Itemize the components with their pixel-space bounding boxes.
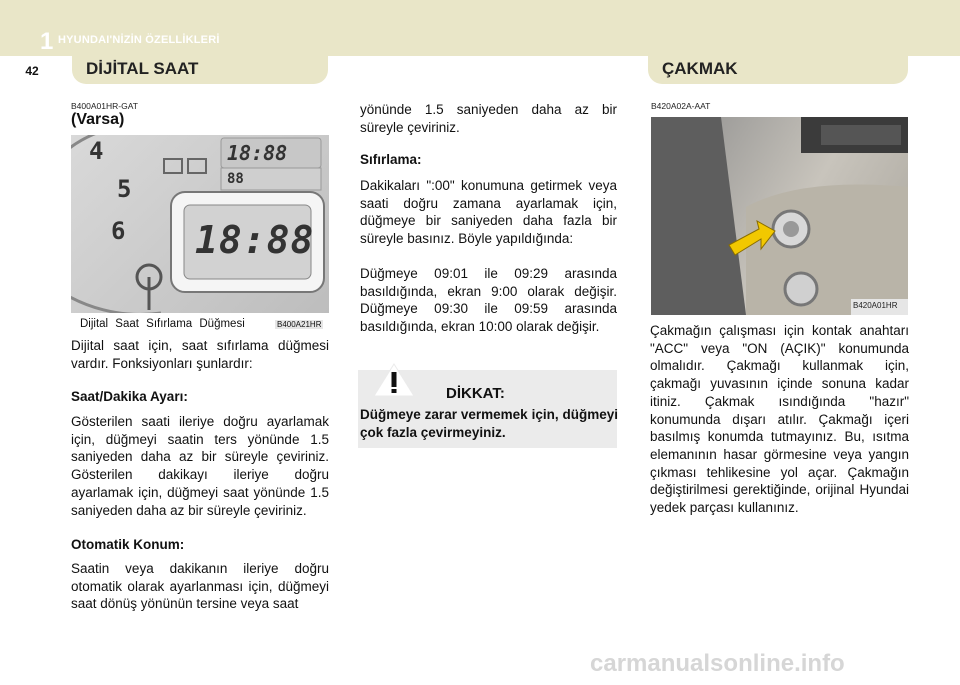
heading-time-adjust: Saat/Dakika Ayarı: <box>71 389 188 404</box>
lighter-text: Çakmağın çalışması için kontak anahtarı "ACC" veya "ON (AÇIK)" konumunda olmalıdır. Çakmağı kullanmak için, çakmağı yuvasının içinde sonuna kadar itiniz. Çakmak ısındığında "hazır" konumunda dışarı atılır. Çakmağı içeri basılmış konumda tutmayınız. Bu, ısıtma elemanının hasar görmesine veya yangın çıkması tehlikesine yol açar. Çakmağın değiştirilmesi gerektiğinde, orijinal Hyundai yedek parçası kullanınız. <box>650 323 909 516</box>
section-tab-digital-clock <box>72 56 328 84</box>
section-title-left: DİJİTAL SAAT <box>86 59 199 78</box>
auto-position-continued: yönünde 1.5 saniyeden daha az bir süreyle çeviriniz. <box>360 102 617 135</box>
lighter-photo <box>651 117 908 315</box>
section-title-right: ÇAKMAK <box>662 59 738 78</box>
right-section-code: B420A02A-AAT <box>651 101 711 111</box>
chapter-number: 1 <box>40 28 54 55</box>
chapter-title: HYUNDAI'NİZİN ÖZELLİKLERİ <box>58 34 220 46</box>
heading-auto-position: Otomatik Konum: <box>71 537 185 552</box>
header-band <box>0 0 960 56</box>
time-adjust-text: Gösterilen saati ileriye doğru ayarlamak için, düğmeyi saatin ters yönünde 1.5 saniyeden daha az bir süreyle çeviriniz. Gösterilen dakikayı ileriye doğru ayarlamak için, düğmeyi saat yönünde 1.5 saniyeden daha az bir süreyle çeviriniz. <box>71 414 329 518</box>
auto-position-text: Saatin veya dakikanın ileriye doğru otomatik olarak ayarlanması için, düğmeyi saat dönüş yönünün tersine veya saat <box>71 561 329 612</box>
clock-intro: Dijital saat için, saat sıfırlama düğmesi vardır. Fonksiyonları şunlardır: <box>71 338 329 371</box>
page-number: 42 <box>0 56 64 84</box>
lighter-photo-code: B420A01HR <box>853 301 898 310</box>
left-subtitle: (Varsa) <box>71 111 125 128</box>
reset-behaviour-text: Düğmeye 09:01 ile 09:29 arasında basıldığında, ekran 9:00 olarak değişir. Düğmeye 09:30 ile 09:59 arasında basıldığında, ekran 10:00 olarak değişir. <box>360 266 617 335</box>
lighter-illustration <box>651 117 908 315</box>
warning-text: Düğmeye zarar vermemek için, düğmeyi çok fazla çevirmeyiniz. <box>360 407 618 440</box>
warning-icon <box>372 362 416 398</box>
left-section-code: B400A01HR-GAT <box>71 101 138 111</box>
small-indicator: 88 <box>227 171 244 187</box>
dial-number-5: 5 <box>117 175 132 203</box>
watermark: carmanualsonline.info <box>590 650 845 677</box>
clock-photo-code: B400A21HR <box>277 320 322 329</box>
reset-text: Dakikaları ":00" konumuna getirmek veya saati doğru zamana ayarlamak için, düğmeye bir saniyeden daha fazla bir süreyle basınız. Böyle yapıldığında: <box>360 178 617 247</box>
dial-number-4: 4 <box>89 137 104 165</box>
digital-clock-photo <box>71 135 329 313</box>
heading-reset: Sıfırlama: <box>360 152 422 167</box>
large-display: 18:88 <box>195 218 315 262</box>
section-tab-lighter <box>648 56 908 84</box>
warning-box <box>358 370 617 448</box>
clock-photo-caption: Dijital Saat Sıfırlama Düğmesi <box>80 318 245 330</box>
warning-title: DİKKAT: <box>446 385 505 402</box>
dial-number-6: 6 <box>111 217 126 245</box>
small-display: 18:88 <box>227 141 288 165</box>
